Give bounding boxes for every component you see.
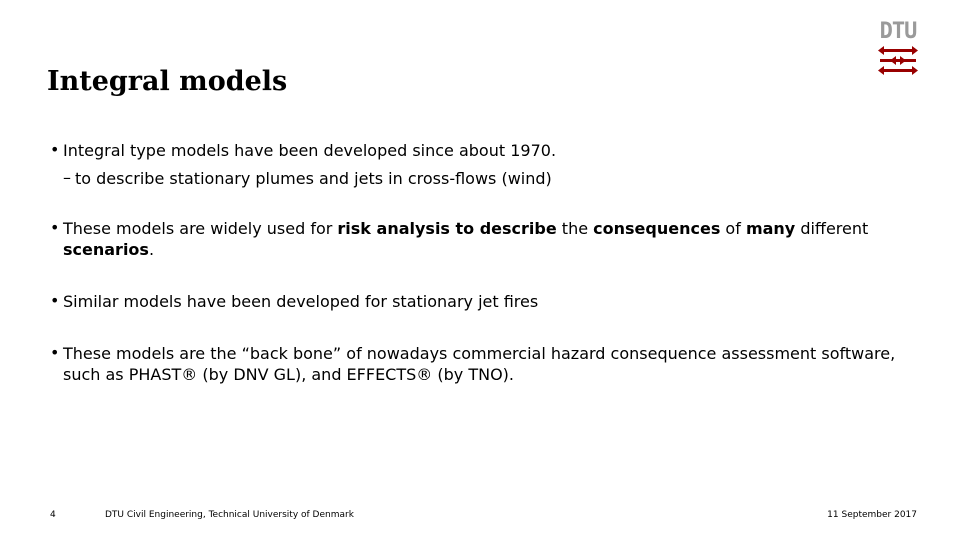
slide-title: Integral models [47,66,288,97]
bullet-text: Similar models have been developed for stationary jet fires [63,292,539,311]
dtu-logo-symbol-icon [878,46,918,78]
bold-term: risk analysis to describe [337,219,557,238]
sub-bullet-marker: – [63,168,71,187]
bullet-item [50,343,910,385]
bullet-marker: • [50,140,60,159]
dtu-logo [878,20,918,80]
bold-term: consequences [593,219,721,238]
bullet-text: Integral type models have been developed since about 1970. [63,141,557,160]
bullet-marker: • [50,343,60,362]
bold-term: scenarios [63,240,149,259]
text-fragment: different [795,219,869,238]
bullet-marker: • [50,291,60,310]
footer-institution: DTU Civil Engineering, Technical University of Denmark [105,510,354,520]
bold-term: many [745,219,796,238]
bullet-item [50,291,538,312]
dtu-logo-text: DTU [879,19,917,44]
footer-date: 11 September 2017 [827,510,917,520]
bullet-text: These models are the “back bone” of nowadays commercial hazard consequence assessment software, such as PHAST® (by DNV GL), and EFFECTS® (by TNO). [63,344,896,384]
bullet-item [50,140,556,161]
sub-bullet-text: to describe stationary plumes and jets in cross-flows (wind) [75,169,552,188]
text-fragment: These models are widely used for [63,219,338,238]
text-fragment: the [556,219,594,238]
bullet-marker: • [50,218,60,237]
text-fragment: of [720,219,746,238]
bullet-item [50,218,910,260]
sub-bullet-item [63,168,552,189]
text-fragment: . [148,240,155,259]
bullet-text-rich [63,218,910,260]
page-number: 4 [50,510,56,520]
